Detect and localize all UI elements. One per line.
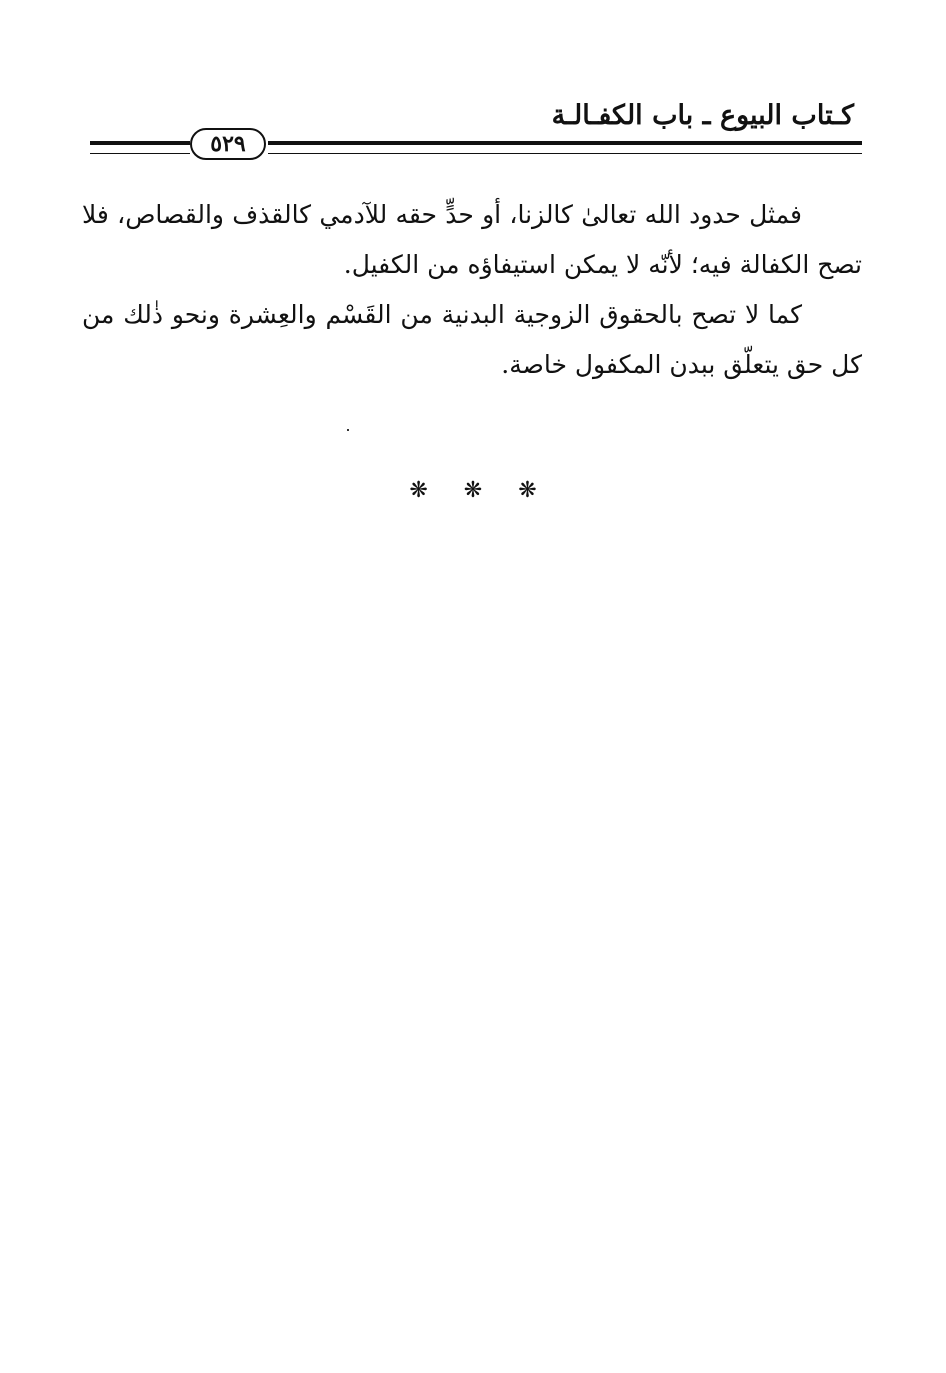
header-rule-right-thin xyxy=(268,153,862,154)
paragraph-2: كما لا تصح بالحقوق الزوجية البدنية من القَسْم والعِشرة ونحو ذٰلك من كل حق يتعلّق ببدن المكفول خاصة. xyxy=(82,300,862,379)
running-header-title: كـتاب البيوع ـ باب الكفـالـة xyxy=(551,100,854,131)
header-rule-right xyxy=(268,141,862,145)
header-rule-left-thin xyxy=(90,153,190,154)
paragraph-1: فمثل حدود الله تعالىٰ كالزنا، أو حدٍّ حقه للآدمي كالقذف والقصاص، فلا تصح الكفالة فيه؛ لأنّه لا يمكن استيفاؤه من الكفيل. xyxy=(82,200,862,279)
main-text-block xyxy=(82,190,862,390)
print-speck xyxy=(347,429,349,431)
section-separator-asterisks: ❋❋❋ xyxy=(409,478,573,503)
header-rule-left xyxy=(90,141,190,145)
page-number-badge: ٥٢٩ xyxy=(190,128,266,160)
